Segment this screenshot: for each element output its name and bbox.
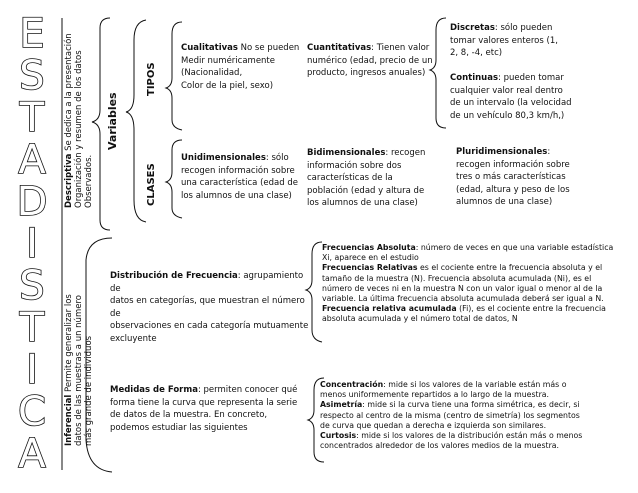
pluridimensionales-line: alumnos de una clase) [456,197,553,207]
descriptiva-block [64,33,94,208]
title-letter: T [19,95,45,141]
unidimensionales-line: una característica (edad de [181,178,298,188]
continuas-node [450,72,580,122]
cualitativas-head: Cualitativas [181,43,238,53]
medidas-line: podemos estudiar las siguientes [110,422,248,433]
clases-label: CLASES [146,163,157,206]
descriptiva-line3: Observados. [84,154,94,208]
inferencial-line2: datos de las muestras a un número [74,295,84,446]
medidas-line: forma tiene la curva que representa la serie [110,397,298,408]
title-letter: S [19,263,45,309]
frec-line: Xi, aparece en el estudio [322,253,419,263]
tipos-brace [166,22,182,130]
asimetria-head: Asimetría [320,400,363,410]
unidimensionales-node [181,152,303,202]
descriptiva-line1: Se dedica a la presentación [64,33,74,151]
continuas-line: de un vehículo 80,3 km/h,) [450,110,565,121]
pluridimensionales-node [456,146,581,209]
distribucion-head: Distribución de Frecuencia [110,271,238,281]
unidimensionales-line: recogen información sobre [181,165,295,176]
forma-line: menos uniformemente repartidos a lo largo de la muestra. [320,390,550,400]
cuantitativas-line: producto, ingresos anuales) [307,68,426,78]
medidas-line: de datos de la muestra. En concreto, [110,410,268,420]
variables-label: Variables [106,92,119,150]
discretas-node [450,22,570,60]
distribucion-line: observaciones en cada categoría mutuamente [110,321,309,331]
continuas-line: : pueden tomar [498,73,564,83]
frec-line: es el cociente entre la frecuencia absoluta y el [417,263,603,273]
cualitativas-line: (Nacionalidad, [181,68,243,78]
inferencial-line1: Permite generalizar los [64,294,74,392]
frec-line: (Fi), es el cociente entre la frecuencia [456,304,606,314]
bidimensionales-head: Bidimensionales [307,148,386,158]
title-letter: E [19,11,45,57]
cualitativas-node [181,42,306,92]
pluridimensionales-line: recogen información sobre [456,159,570,170]
cuantitativas-head: Cuantitativas [307,43,372,53]
pluridimensionales-line: (edad, altura y peso de los [456,184,570,195]
clases-brace [166,140,182,218]
continuas-head: Continuas [450,73,499,83]
variables-brace [126,20,146,222]
discretas-line: : sólo pueden [494,23,553,33]
distribucion-node [110,270,315,345]
cualitativas-line: Medir numéricamente [181,55,275,66]
title-letter: A [18,431,46,477]
pluridimensionales-line: tres o más características [456,172,566,182]
bidimensionales-line: características de la [307,173,393,183]
distribucion-line: : agrupamiento de [110,271,304,294]
forma-line: respecto al centro de la misma (centro de simetría) los segmentos [320,410,580,420]
cualitativas-line: Color de la piel, sexo) [181,80,274,91]
frec-relativas-head: Frecuencias Relativas [322,263,418,273]
inferencial-label: Inferencial [64,394,74,446]
pluridimensionales-line: : [547,147,551,157]
frec-line: absoluta acumulada y el número total de datos, N [322,314,518,324]
continuas-line: de un intervalo (la velocidad [450,98,572,108]
descriptiva-line2: Organización y resumen de los datos [74,50,84,208]
cuantitativas-line: : Tienen valor [371,43,430,53]
unidimensionales-head: Unidimensionales [181,153,266,163]
tipos-label: TIPOS [146,62,157,96]
discretas-line: tomar valores enteros (1, [450,35,558,46]
inferencial-line3: más grande de individuos [84,335,94,446]
inferencial-block [64,294,94,446]
frec-line: : número de veces en que una variable estadística [415,243,614,252]
title-letter: S [19,53,45,99]
forma-line: : mide si los valores de la distribución están más o menos [356,431,583,441]
distribucion-line: datos en categorías, que muestran el número de [110,296,305,319]
cualitativas-line: No se pueden [240,43,300,53]
bidimensionales-line: información sobre dos [307,160,402,171]
unidimensionales-line: : sólo [265,153,289,163]
frec-absoluta-head: Frecuencias Absoluta [322,243,416,252]
pluridimensionales-head: Pluridimensionales [456,147,548,157]
medidas-head: Medidas de Forma [110,385,198,395]
bidimensionales-line: los alumnos de una clase) [307,198,418,208]
unidimensionales-line: los alumnos de una clase) [181,190,292,201]
bidimensionales-line: : recogen [385,148,426,158]
curtosis-head: Curtosis [320,431,357,441]
descriptiva-label: Descriptiva [64,153,74,208]
discretas-line: 2, 8, -4, etc) [450,48,503,58]
title-letter: D [16,179,48,225]
forma-line: concentrados alrededor de los valores medios de la muestra. [320,441,560,451]
forma-node [320,380,632,451]
forma-line: : mide si los valores de la variable están más o [383,380,567,389]
forma-line: : mide si la curva tiene una forma simétrica, es decir, si [362,400,580,410]
discretas-head: Discretas [450,23,495,33]
concentracion-head: Concentración [320,380,384,389]
title-letter: C [18,389,46,435]
medidas-node [110,384,310,434]
medidas-line: : permiten conocer qué [197,385,298,395]
forma-line: de curva que quedan a derecha e izquierda son similares. [320,420,547,430]
frecuencias-node [322,243,632,325]
frec-relacum-head: Frecuencia relativa acumulada [322,304,457,314]
title-letter: I [26,347,38,393]
bidimensionales-node [307,147,432,210]
title-letter: I [26,221,38,267]
frec-line: variable. La última frecuencia absoluta acumulada deberá ser igual a N. [322,294,604,304]
distribucion-line: excluyente [110,333,157,344]
bidimensionales-line: población (edad y altura de [307,185,425,196]
title-letter: T [19,305,45,351]
cuantitativas-line: numérico (edad, precio de un [307,55,433,66]
title-letter: A [18,137,46,183]
frec-line: tamaño de la muestra (N). Frecuencia absoluta acumulada (Ni), es el [322,273,592,283]
continuas-line: cualquier valor real dentro [450,85,563,96]
frec-line: número de veces ni en la muestra N con un valor igual o menor al de la [322,283,603,293]
cuantitativas-node [307,42,435,80]
